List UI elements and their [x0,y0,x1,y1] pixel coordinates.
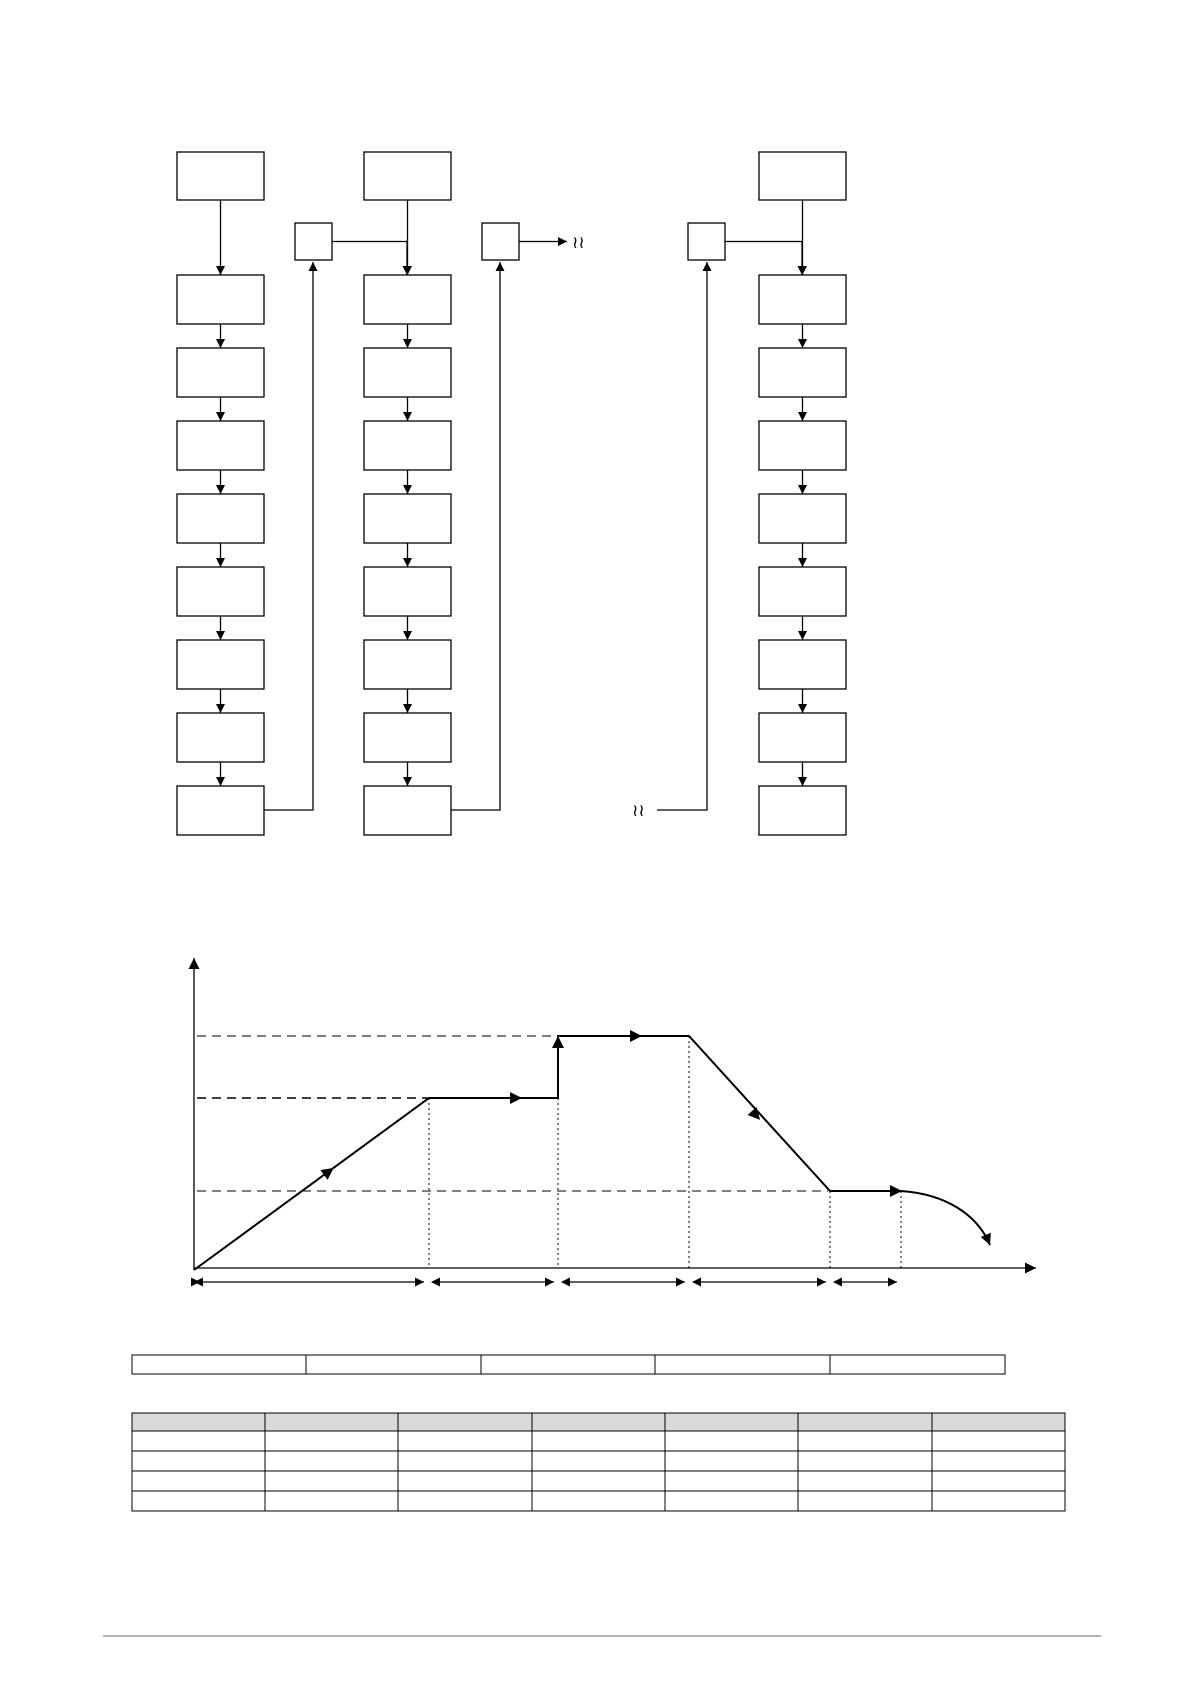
flow-step-block [177,713,264,762]
continuation-symbol: ≀≀ [632,801,645,821]
flow-start-block [759,152,846,200]
flow-step-block [759,348,846,397]
flow-connector-arrow [725,242,802,276]
segment-table-frame [132,1355,1005,1374]
flow-connector-block [482,223,519,260]
flow-step-block [759,713,846,762]
flow-return-arrow [451,262,500,810]
continuation-symbol: ≀≀ [572,233,585,253]
flow-step-block [177,567,264,616]
arrow-head-left [431,1278,440,1287]
direction-arrow [552,1036,564,1048]
flow-column-1 [177,152,313,835]
flow-connector-block [295,223,332,260]
parameter-table [132,1413,1065,1511]
flow-start-block [177,152,264,200]
flow-column-2 [364,152,500,835]
flow-step-block [364,275,451,324]
flow-start-block [364,152,451,200]
flow-step-block [177,494,264,543]
direction-arrow [890,1185,902,1197]
profile-tail-curve [901,1191,990,1245]
arrow-head-left [194,1278,203,1287]
arrow-head-left [692,1278,701,1287]
flow-step-block [759,640,846,689]
flow-step-block [364,348,451,397]
flow-step-block [759,786,846,835]
flowchart [177,152,846,835]
flow-connector-arrow [332,242,407,276]
flow-step-block [364,786,451,835]
flow-step-block [759,567,846,616]
direction-arrow [510,1092,522,1104]
parameter-table-header [132,1413,1065,1431]
arrow-head-left [833,1278,842,1287]
direction-arrow [630,1030,642,1042]
flow-step-block [759,494,846,543]
flow-step-block [177,275,264,324]
flow-step-block [759,421,846,470]
flow-return-arrow [264,262,313,810]
segment-table [132,1355,1005,1374]
flow-step-block [364,494,451,543]
profile-curve [194,1036,901,1270]
flow-step-block [364,567,451,616]
flow-step-block [759,275,846,324]
arrow-head-left [561,1278,570,1287]
flow-incoming-arrow [657,262,707,810]
flow-step-block [364,713,451,762]
flow-step-block [177,640,264,689]
flow-connector-block [688,223,725,260]
flow-step-block [364,640,451,689]
flow-step-block [364,421,451,470]
direction-arrow [320,1163,337,1180]
flow-step-block [177,786,264,835]
profile-chart [194,958,1036,1287]
flow-step-block [177,348,264,397]
flow-step-block [177,421,264,470]
